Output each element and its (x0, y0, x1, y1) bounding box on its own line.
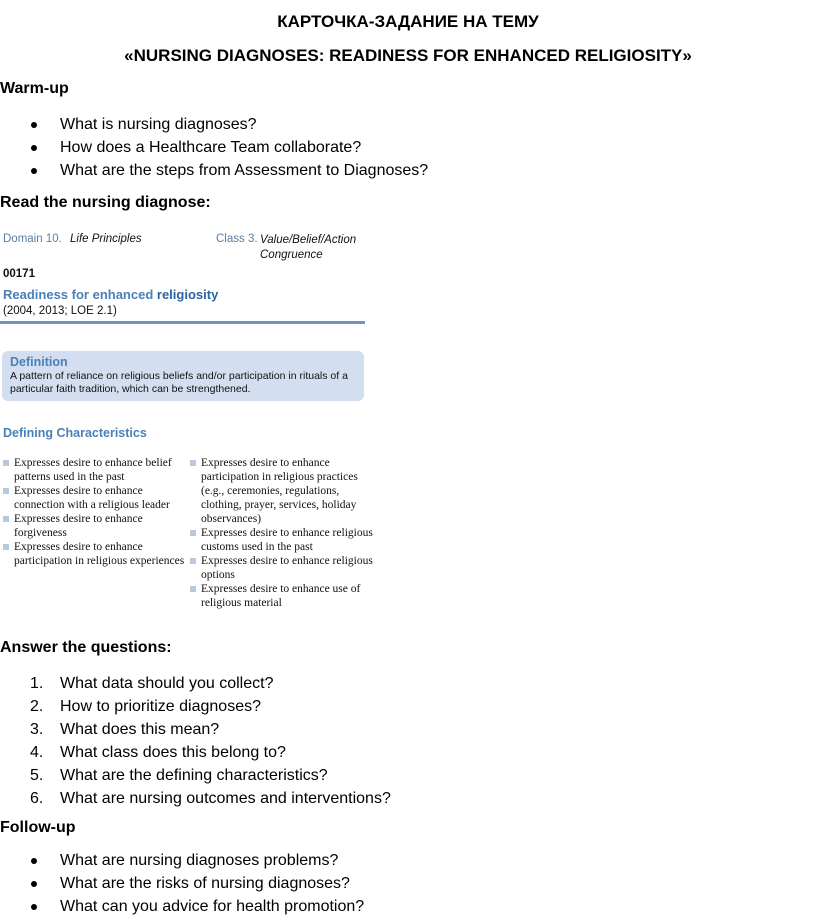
domain-label: Domain 10. (3, 233, 62, 245)
diagnosis-card (0, 228, 373, 613)
list-item: Expresses desire to enhance participation in religious practices (e.g., ceremonies, regulations, clothing, prayer, services, holiday observances) (190, 456, 375, 526)
bullet-icon (31, 858, 37, 864)
followup-heading: Follow-up (0, 819, 76, 836)
defining-characteristics-label: Defining Characteristics (3, 426, 147, 440)
list-item: Expresses desire to enhance religious options (190, 554, 375, 582)
answer-heading: Answer the questions: (0, 639, 172, 656)
list-item: Expresses desire to enhance participation in religious experiences (3, 540, 188, 568)
list-item: Expresses desire to enhance belief patterns used in the past (3, 456, 188, 484)
list-item: Expresses desire to enhance forgiveness (3, 512, 188, 540)
characteristics-column-2 (190, 456, 375, 610)
diagnosis-meta: (2004, 2013; LOE 2.1) (3, 305, 117, 317)
list-item: Expresses desire to enhance use of religious material (190, 582, 375, 610)
diagnosis-code: 00171 (3, 268, 35, 280)
page-title: КАРТОЧКА-ЗАДАНИЕ НА ТЕМУ (277, 12, 539, 31)
square-bullet-icon (3, 544, 9, 550)
class-value: Value/Belief/Action Congruence (260, 234, 357, 261)
definition-label: Definition (10, 355, 68, 369)
list-item: Expresses desire to enhance connection with a religious leader (3, 484, 188, 512)
bullet-icon (31, 122, 37, 128)
class-label: Class 3. (216, 233, 258, 245)
divider (0, 321, 365, 324)
square-bullet-icon (190, 586, 196, 592)
definition-box (2, 351, 364, 401)
warmup-heading: Warm-up (0, 80, 69, 97)
bullet-icon (31, 881, 37, 887)
square-bullet-icon (3, 488, 9, 494)
bullet-icon (31, 168, 37, 174)
bullet-icon (31, 145, 37, 151)
page-subtitle: «NURSING DIAGNOSES: READINESS FOR ENHANCED RELIGIOSITY» (124, 46, 692, 65)
square-bullet-icon (190, 530, 196, 536)
bullet-icon (31, 904, 37, 910)
square-bullet-icon (3, 460, 9, 466)
read-heading: Read the nursing diagnose: (0, 194, 211, 211)
definition-text: A pattern of reliance on religious beliefs and/or participation in rituals of a particular faith tradition, which can be strengthened. (10, 370, 348, 395)
square-bullet-icon (3, 516, 9, 522)
square-bullet-icon (190, 460, 196, 466)
square-bullet-icon (190, 558, 196, 564)
domain-value: Life Principles (70, 233, 142, 245)
characteristics-column-1 (3, 456, 188, 568)
diagnosis-title: Readiness for enhanced religiosity (3, 287, 219, 302)
list-item: Expresses desire to enhance religious customs used in the past (190, 526, 375, 554)
